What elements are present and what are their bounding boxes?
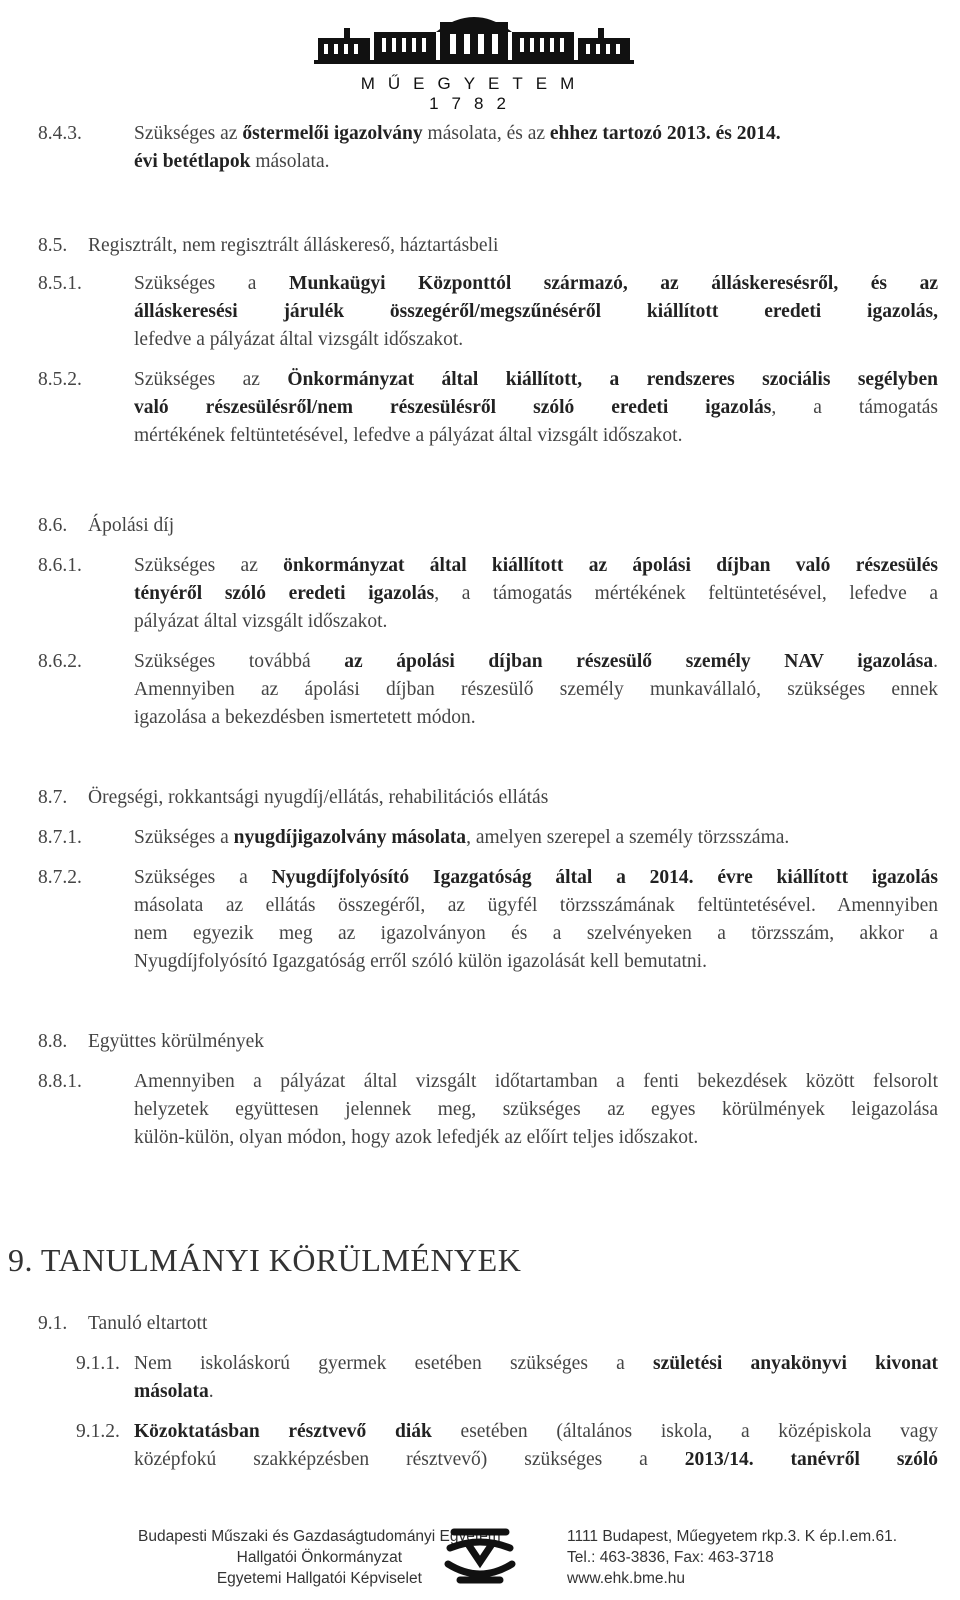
paragraph-line: nem egyezik meg az igazolványon és a szelvényeken a törzsszám, akkor a (134, 923, 938, 944)
paragraph-line (134, 148, 330, 176)
logo-text: MŰEGYETEM 1782 (360, 74, 588, 113)
section-number: 8.5. (38, 235, 68, 256)
section-number: 8.5.2. (38, 369, 82, 390)
section-heading: Öregségi, rokkantsági nyugdíj/ellátás, rehabilitációs ellátás (88, 787, 549, 808)
text-run: másolata, és az (422, 123, 550, 144)
section-number: 8.4.3. (38, 123, 82, 144)
paragraph-line: Nyugdíjfolyósító Igazgatóság erről szóló külön igazolását kell bemutatni. (134, 951, 707, 972)
page-footer (0, 1520, 960, 1600)
paragraph-line (134, 366, 938, 394)
section-heading: Ápolási díj (88, 515, 175, 536)
bold-run: nyugdíjigazolvány másolata (233, 827, 467, 848)
chapter-heading: 9. TANULMÁNYI KÖRÜLMÉNYEK (8, 1242, 522, 1278)
paragraph-line (134, 1378, 214, 1406)
section-number: 8.6. (38, 515, 68, 536)
section-number: 9.1.2. (76, 1421, 120, 1442)
paragraph-line: Amennyiben a pályázat által vizsgált időtartamban a fenti bekezdések között felsorolt (134, 1071, 938, 1092)
paragraph-line: helyzetek együttesen jelennek meg, szükséges az egyes körülmények leigazolása (134, 1099, 938, 1120)
bold-run: való részesülésről/nem részesülésről szóló eredeti igazolás (134, 397, 772, 418)
text-run: Szükséges a (134, 827, 234, 848)
text-run: Nem iskoláskorú gyermek esetében szükséges a (134, 1353, 653, 1374)
footer-line: Egyetemi Hallgatói Képviselet (216, 1570, 422, 1587)
text-run: , a támogatás mértékének feltüntetésével, lefedve a (434, 583, 938, 604)
bold-run: Önkormányzat által kiállított, a rendszeres szociális segélyben (287, 369, 938, 390)
paragraph-line (134, 824, 789, 852)
section-number: 8.7.2. (38, 867, 82, 888)
section-number: 9.1.1. (76, 1353, 120, 1374)
bold-run: Nyugdíjfolyósító Igazgatóság által a 2014. évre kiállított igazolás (271, 867, 938, 888)
ehk-logo-icon (440, 1522, 520, 1594)
text-run: , amelyen szerepel a személy törzsszáma. (466, 827, 790, 848)
text-run: esetében (általános iskola, a középiskola vagy (431, 1421, 938, 1442)
paragraph-line (134, 1418, 938, 1446)
footer-website-link[interactable]: www.ehk.bme.hu (567, 1570, 686, 1587)
text-run: Szükséges az (134, 123, 243, 144)
footer-line: Hallgatói Önkormányzat (236, 1549, 403, 1566)
text-run: Szükséges a (134, 273, 290, 294)
section-number: 8.8.1. (38, 1071, 82, 1092)
text-run: Szükséges az (134, 555, 284, 576)
footer-phone: Tel.: 463-3836, Fax: 463-3718 (567, 1549, 774, 1566)
paragraph-line: másolata az ellátás összegéről, az ügyfél törzsszámának feltüntetésével. Amennyiben (134, 895, 938, 916)
paragraph-line (134, 270, 938, 298)
bold-run: ehhez tartozó 2013. és 2014. (549, 123, 781, 144)
paragraph-line: külön-külön, olyan módon, hogy azok lefedjék az előírt teljes időszakot. (134, 1127, 699, 1148)
text-run: Szükséges továbbá (134, 651, 345, 672)
paragraph-line (134, 552, 938, 580)
bold-run: születési anyakönyvi kivonat (652, 1353, 938, 1374)
bold-run: az ápolási díjban részesülő személy NAV igazolása (344, 651, 934, 672)
section-heading: Együttes körülmények (88, 1031, 265, 1052)
bold-run: 2013/14. tanévről szóló (684, 1449, 938, 1470)
paragraph-line (134, 648, 938, 676)
paragraph-line: Amennyiben az ápolási díjban részesülő személy munkavállaló, szükséges ennek (134, 679, 938, 700)
paragraph-line: igazolása a bekezdésben ismertetett módon. (134, 707, 476, 728)
paragraph-line: mértékének feltüntetésével, lefedve a pályázat által vizsgált időszakot. (134, 425, 683, 446)
text-run: , a támogatás (771, 397, 938, 418)
bold-run: Munkaügyi Központtól származó, az álláskeresésről, és az (289, 273, 938, 294)
section-heading: Tanuló eltartott (88, 1313, 208, 1334)
footer-line: Budapesti Műszaki és Gazdaságtudományi Egyetem (138, 1528, 501, 1545)
section-number: 9.1. (38, 1313, 68, 1334)
section-number: 8.6.2. (38, 651, 82, 672)
paragraph-line (134, 298, 938, 326)
paragraph-line (134, 1446, 938, 1474)
paragraph-line: pályázat által vizsgált időszakot. (134, 611, 388, 632)
section-number: 8.5.1. (38, 273, 82, 294)
bold-run: álláskeresési járulék összegéről/megszűnéséről kiállított eredeti igazolás, (134, 301, 938, 322)
paragraph-line (134, 1350, 938, 1378)
text-run: másolata. (250, 151, 330, 172)
paragraph-line (134, 580, 938, 608)
paragraph-line (134, 394, 938, 422)
section-heading: Regisztrált, nem regisztrált álláskereső, háztartásbeli (88, 235, 499, 256)
bold-run: őstermelői igazolvány (242, 123, 423, 144)
footer-address: 1111 Budapest, Műegyetem rkp.3. K ép.I.em.61. (567, 1528, 897, 1545)
text-run: középfokú szakképzésben résztvevő) szükséges a (134, 1449, 685, 1470)
section-number: 8.6.1. (38, 555, 82, 576)
section-number: 8.8. (38, 1031, 68, 1052)
text-run: Szükséges az (134, 369, 288, 390)
bold-run: Közoktatásban résztvevő diák (134, 1421, 432, 1442)
text-run: . (208, 1381, 214, 1402)
bold-run: másolata (134, 1381, 209, 1402)
bold-run: évi betétlapok (134, 151, 251, 172)
paragraph-line: lefedve a pályázat által vizsgált időszakot. (134, 329, 464, 350)
bold-run: tényéről szóló eredeti igazolás (134, 583, 435, 604)
footer-contact (567, 1526, 897, 1589)
paragraph-line (134, 120, 781, 148)
section-number: 8.7. (38, 787, 68, 808)
section-number: 8.7.1. (38, 827, 82, 848)
text-run: . (933, 651, 938, 672)
text-run: Szükséges a (134, 867, 272, 888)
paragraph-line (134, 864, 938, 892)
bold-run: önkormányzat által kiállított az ápolási díjban való részesülés (283, 555, 938, 576)
